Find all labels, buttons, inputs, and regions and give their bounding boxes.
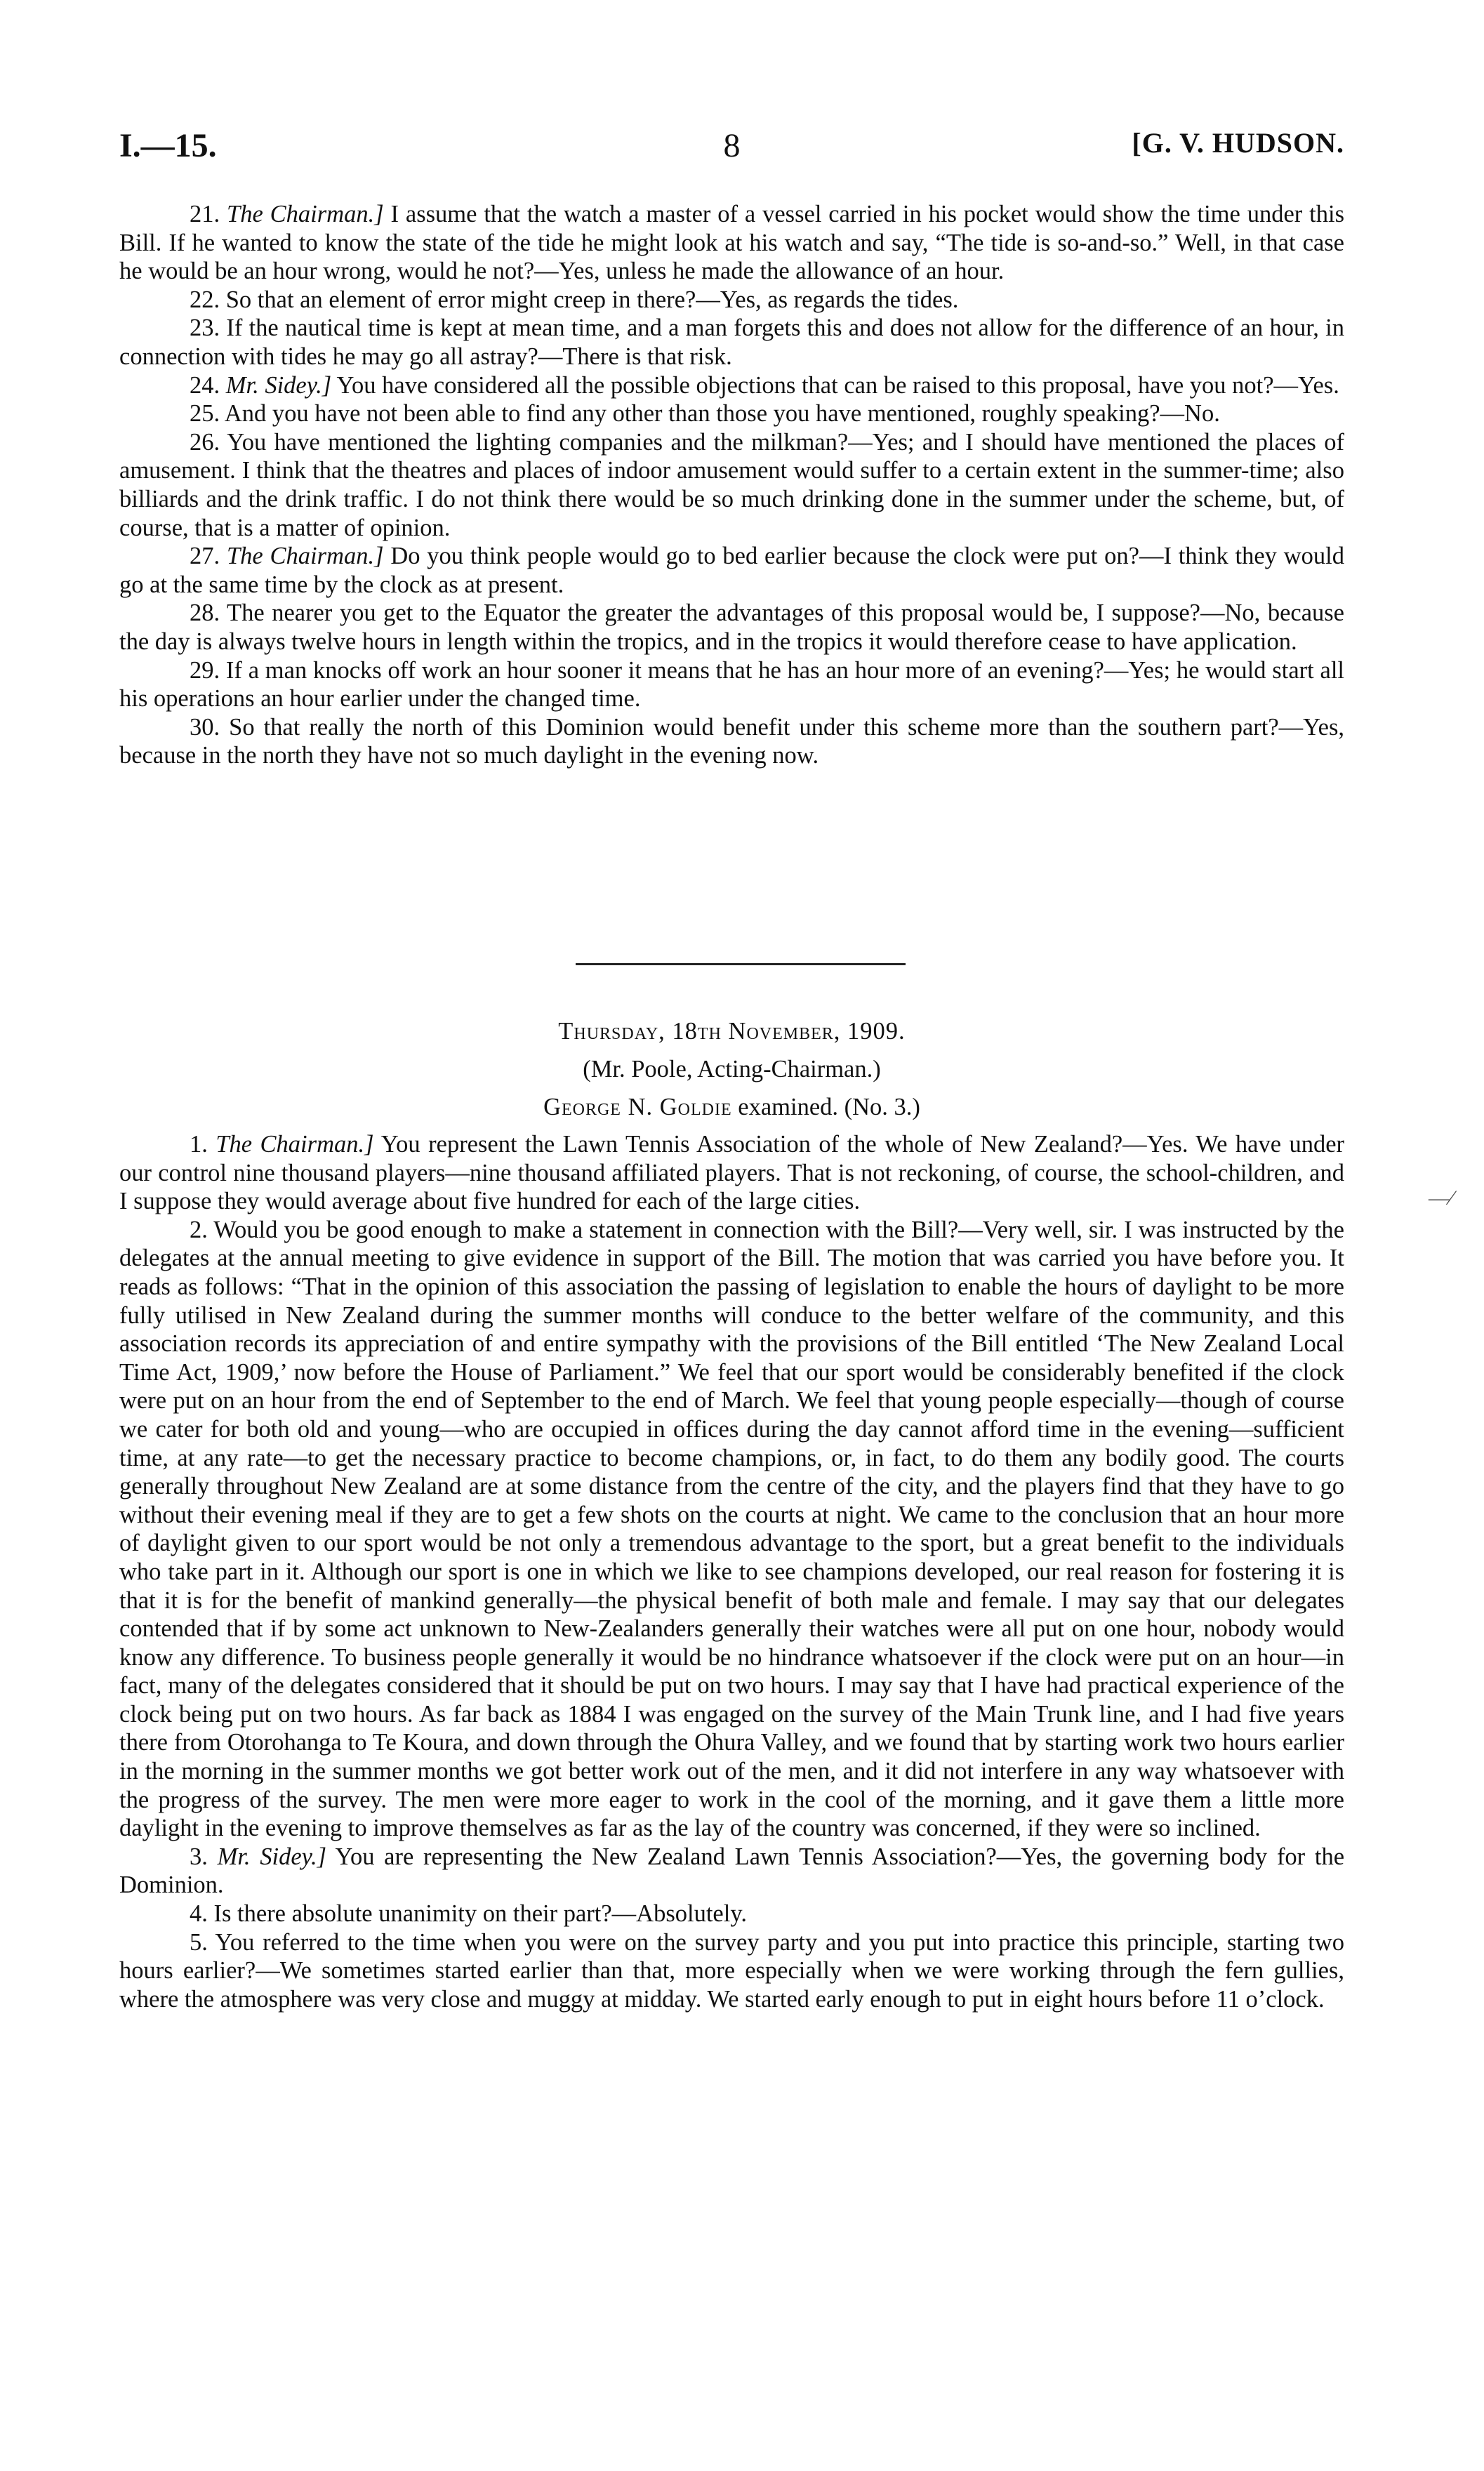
question-paragraph: 23. If the nautical time is kept at mean time, and a man forgets this and does not allow for the difference of an hour, in connection with tides he may go all astray?—There is that risk.: [119, 314, 1344, 370]
question-paragraph: 1. The Chairman.] You represent the Lawn Tennis Association of the whole of New Zealand?—Yes. We have under our control nine thousand players—nine thousand affiliated players. That is not reckoning, of course, the school-children, and I suppose they would average about five hundred for each of the large cities.: [119, 1131, 1345, 1215]
question-paragraph: 2. Would you be good enough to make a statement in connection with the Bill?—Very well, sir. I was instructed by the delegates at the annual meeting to give evidence in support of the Bill. The motion that was carried you have before you. It reads as follows: “That in the opinion of this association the passing of legislation to enable the hours of daylight to be more fully utilised in New Zealand during the summer months will conduce to the better welfare of the community, and this association records its appreciation of and entire sympathy with the provisions of the Bill entitled ‘The New Zealand Local Time Act, 1909,’ now before the House of Parliament.” We feel that our sport would be considerably benefited if the clock were put on an hour from the end of September to the end of March. We feel that young people especially—though of course we cater for both old and young—who are occupied in offices during the day cannot afford time in the evening—sufficient time, at any rate—to get the necessary practice to become champions, or, in fact, to do them any bodily good. The courts generally throughout New Zealand are at some distance from the centre of the city, and the players find that they have to go without their evening meal if they are to get a few shots on the courts at night. We came to the conclusion that an hour more of daylight given to our sport would be not only a tremendous advantage to the sport, but a great benefit to the individuals who take part in it. Although our sport is one in which we like to see champions developed, our real reason for fostering it is that it is for the benefit of mankind generally—the physical benefit of both male and female. I may say that our delegates contended that if by some act unknown to New-Zealanders generally their watches were all put on one hour, nobody would know any difference. To business people generally it would be no hindrance whatsoever if the clock were put on an hour—in fact, many of the delegates considered that it should be put on two hours. I may say that I have had practical experience of the clock being put on two hours. As far back as 1884 I was engaged on the survey of the Main Trunk line, and I had five years there from Otorohanga to Te Koura, and down through the Ohura Valley, and we found that by starting work two hours earlier in the morning in the summer months we got better work out of the men, and it did not interfere in any way whatsoever with the progress of the survey. The men were more eager to work in the cool of the morning, and it gave them a little more daylight in the evening to improve themselves as far as the lay of the country was concerned, if they were so inclined.: [119, 1216, 1344, 1842]
question-paragraph: 28. The nearer you get to the Equator the greater the advantages of this proposal would be, I suppose?—No, because the day is always twelve hours in length within the tropics, and in the tropics it would therefore cease to have application.: [119, 599, 1344, 655]
witness-examined-note: examined. (No. 3.): [731, 1094, 920, 1120]
page-header: [119, 126, 1344, 168]
witness-name: George N. Goldie: [543, 1094, 732, 1120]
question-paragraph: 21. The Chairman.] I assume that the watch a master of a vessel carried in his pocket would show the time under this Bill. If he wanted to know the state of the tide he might look at his watch and say, “The tide is so-and-so.” Well, in that case he would be an hour wrong, would he not?—Yes, unless he made the allowance of an hour.: [119, 201, 1344, 285]
evidence-section-goldie: [119, 1130, 1344, 2013]
margin-pencil-mark: —⁄: [1429, 1186, 1454, 1210]
question-paragraph: 5. You referred to the time when you were on the survey party and you put into practice this principle, starting two hours earlier?—We sometimes started earlier than that, more especially when we were working through the fern gullies, where the atmosphere was very close and muggy at midday. We started early enough to put in eight hours before 11 o’clock.: [119, 1928, 1344, 2013]
question-paragraph: 3. Mr. Sidey.] You are representing the New Zealand Lawn Tennis Association?—Yes, the governing body for the Dominion.: [119, 1843, 1345, 1899]
question-paragraph: 26. You have mentioned the lighting companies and the milkman?—Yes; and I should have mentioned the places of amusement. I think that the theatres and places of indoor amusement would suffer to a certain extent in the summer-time; also billiards and the drink traffic. I do not think there would be so much drinking done in the summer under the scheme, but, of course, that is a matter of opinion.: [119, 428, 1344, 541]
question-paragraph: 29. If a man knocks off work an hour sooner it means that he has an hour more of an evening?—Yes; he would start all his operations an hour earlier under the changed time.: [119, 656, 1344, 713]
section-divider: [576, 963, 906, 965]
page-number: 8: [723, 127, 741, 164]
evidence-section-hudson: [119, 200, 1344, 770]
question-paragraph: 25. And you have not been able to find any other than those you have mentioned, roughly speaking?—No.: [190, 400, 1220, 428]
question-paragraph: 24. Mr. Sidey.] You have considered all the possible objections that can be raised to this proposal, have you not?—Yes.: [190, 371, 1339, 399]
question-paragraph: 27. The Chairman.] Do you think people would go to bed earlier because the clock were put on?—I think they would go at the same time by the clock as at present.: [119, 543, 1344, 598]
report-reference: I.—15.: [119, 127, 217, 164]
question-paragraph: 22. So that an element of error might creep in there?—Yes, as regards the tides.: [190, 286, 959, 313]
acting-chairman-note: (Mr. Poole, Acting-Chairman.): [583, 1056, 881, 1082]
question-paragraph: 30. So that really the north of this Dominion would benefit under this scheme more than the southern part?—Yes, because in the north they have not so much daylight in the evening now.: [119, 713, 1344, 769]
witness-running-head: [G. V. HUDSON.: [1132, 127, 1344, 159]
sitting-date: Thursday, 18th November, 1909.: [558, 1018, 906, 1045]
witness-heading: [119, 1094, 1344, 1121]
question-paragraph: 4. Is there absolute unanimity on their part?—Absolutely.: [190, 1900, 747, 1928]
